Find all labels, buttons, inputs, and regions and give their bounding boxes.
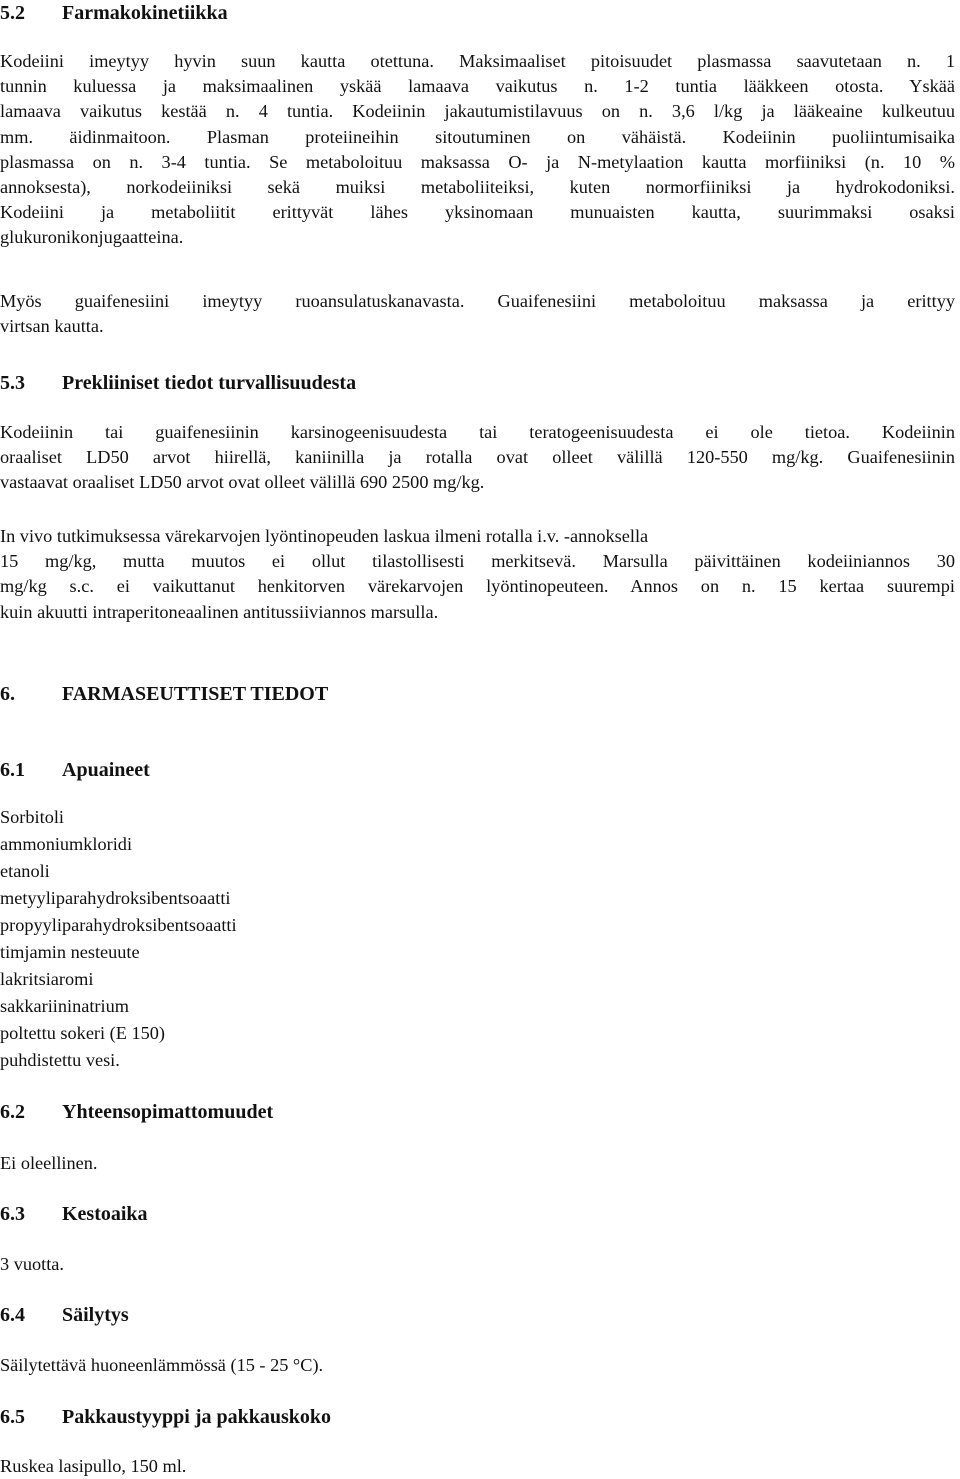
section-title: Farmakokinetiikka <box>62 2 228 24</box>
text-line: annoksesta), norkodeiiniksi sekä muiksi metaboliiteiksi, kuten normorfiiniksi ja hydrokodoniksi. <box>0 177 955 198</box>
text-line: 15 mg/kg, mutta muutos ei ollut tilastollisesti merkitsevä. Marsulla päivittäinen kodeiiniannos 30 <box>0 551 955 572</box>
text-line: Ei oleellinen. <box>0 1153 98 1173</box>
list-item: poltettu sokeri (E 150) <box>0 1023 166 1043</box>
text-line: 3 vuotta. <box>0 1254 64 1274</box>
text-line: kuin akuutti intraperitoneaalinen antitussiiviannos marsulla. <box>0 601 439 622</box>
preclinical-paragraph <box>0 420 955 496</box>
text-line: glukuronikonjugaatteina. <box>0 227 184 248</box>
list-item: puhdistettu vesi. <box>0 1050 120 1070</box>
section-title: Apuaineet <box>62 759 150 781</box>
section-number: 5.3 <box>0 372 25 394</box>
section-title: FARMASEUTTISET TIEDOT <box>62 683 329 705</box>
list-item: sakkariininatrium <box>0 996 129 1016</box>
text-line: Kodeiini ja metaboliitit erittyvät lähes yksinomaan munuaisten kautta, suurimmaksi osaksi <box>0 202 955 223</box>
storage-text <box>0 1353 955 1378</box>
text-line: oraaliset LD50 arvot hiirellä, kaniinilla ja rotalla ovat olleet välillä 120-550 mg/kg. Guaifenesiinin <box>0 447 955 468</box>
section-number: 6. <box>0 683 15 705</box>
incompatibilities-text <box>0 1151 955 1176</box>
text-line: virtsan kautta. <box>0 316 104 337</box>
text-line: Kodeiinin tai guaifenesiinin karsinogeenisuudesta tai teratogeenisuudesta ei ole tietoa. Kodeiinin <box>0 422 955 442</box>
list-item: metyyliparahydroksibentsoaatti <box>0 888 231 908</box>
in-vivo-paragraph <box>0 524 955 625</box>
shelf-life-text <box>0 1252 955 1277</box>
text-line: tunnin kuluessa ja maksimaalinen yskää lamaava vaikutus n. 1-2 tuntia lääkkeen otosta. Yskää <box>0 76 955 97</box>
section-title: Pakkaustyyppi ja pakkauskoko <box>62 1406 332 1428</box>
text-line: lamaava vaikutus kestää n. 4 tuntia. Kodeiinin jakautumistilavuus on n. 3,6 l/kg ja lääkeaine kulkeutuu <box>0 101 955 122</box>
guaifenesin-paragraph <box>0 289 955 339</box>
text-line: In vivo tutkimuksessa värekarvojen lyöntinopeuden laskua ilmeni rotalla i.v. -annoksella <box>0 526 649 546</box>
package-text <box>0 1454 955 1479</box>
section-number: 6.3 <box>0 1203 25 1225</box>
list-item: Sorbitoli <box>0 807 64 827</box>
list-item: ammoniumkloridi <box>0 834 133 854</box>
text-line: vastaavat oraaliset LD50 arvot ovat olleet välillä 690 2500 mg/kg. <box>0 472 485 493</box>
section-number: 6.1 <box>0 759 25 781</box>
section-title: Säilytys <box>62 1304 129 1326</box>
text-line: Myös guaifenesiini imeytyy ruoansulatuskanavasta. Guaifenesiini metaboloituu maksassa ja erittyy <box>0 291 955 311</box>
list-item: timjamin nesteuute <box>0 942 140 962</box>
list-item: lakritsiaromi <box>0 969 94 989</box>
text-line: mg/kg s.c. ei vaikuttanut henkitorven värekarvojen lyöntinopeuteen. Annos on n. 15 kertaa suurempi <box>0 576 955 597</box>
section-number: 6.2 <box>0 1101 25 1123</box>
text-line: Kodeiini imeytyy hyvin suun kautta otettuna. Maksimaaliset pitoisuudet plasmassa saavutetaan n. 1 <box>0 51 955 71</box>
section-number: 5.2 <box>0 2 25 24</box>
text-line: Ruskea lasipullo, 150 ml. <box>0 1456 187 1476</box>
list-item: propyyliparahydroksibentsoaatti <box>0 915 237 935</box>
pharmacokinetics-paragraph <box>0 49 955 251</box>
section-title: Kestoaika <box>62 1203 148 1225</box>
list-item: etanoli <box>0 861 50 881</box>
excipients-list <box>0 804 237 1074</box>
text-line: Säilytettävä huoneenlämmössä (15 - 25 °C). <box>0 1355 324 1375</box>
section-number: 6.4 <box>0 1304 25 1326</box>
section-number: 6.5 <box>0 1406 25 1428</box>
section-title: Prekliiniset tiedot turvallisuudesta <box>62 372 357 394</box>
section-title: Yhteensopimattomuudet <box>62 1101 274 1123</box>
text-line: mm. äidinmaitoon. Plasman proteiineihin sitoutuminen on vähäistä. Kodeiinin puoliintumisaika <box>0 126 955 147</box>
text-line: plasmassa on n. 3-4 tuntia. Se metaboloituu maksassa O- ja N-metylaation kautta morfiiniksi (n. 10 % <box>0 151 955 172</box>
